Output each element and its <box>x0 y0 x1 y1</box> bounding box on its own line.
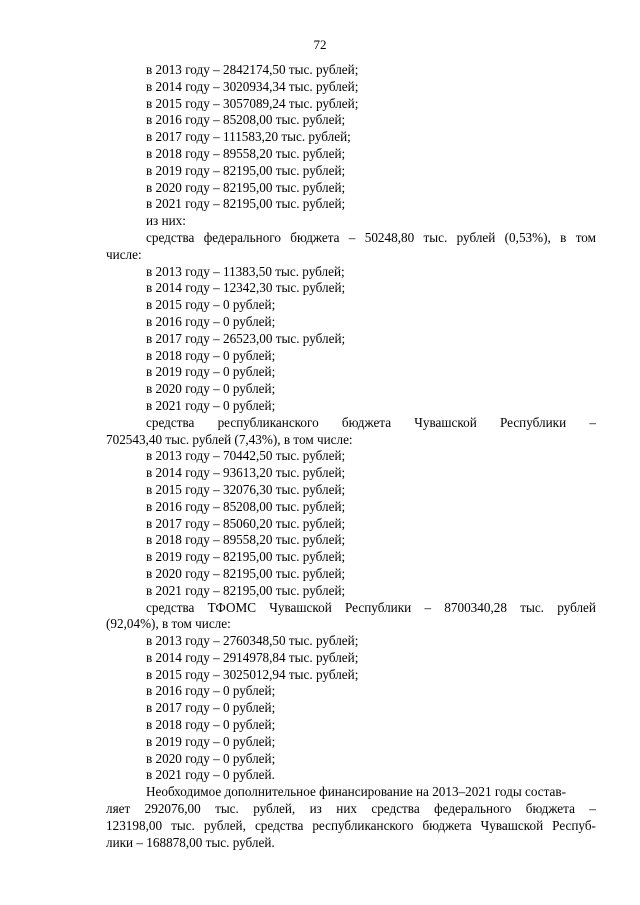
year-line: в 2013 году – 2842174,50 тыс. рублей; <box>146 62 359 77</box>
word: бюджета <box>422 817 472 833</box>
year-line: в 2014 году – 93613,20 тыс. рублей; <box>146 465 346 481</box>
word: федерального <box>203 229 281 245</box>
year-line: в 2016 году – 85208,00 тыс. рублей; <box>146 112 346 128</box>
word: ляет <box>106 801 131 817</box>
word: рублей <box>456 229 496 245</box>
word: – <box>589 801 596 817</box>
year-line: в 2020 году – 82195,00 тыс. рублей; <box>146 179 346 195</box>
federal-budget-section <box>106 230 596 415</box>
word: средства <box>371 801 420 817</box>
year-line: в 2018 году – 0 рублей; <box>146 717 276 733</box>
word: ТФОМС <box>207 599 257 615</box>
tfoms-section <box>106 600 596 785</box>
word: средства <box>146 599 195 615</box>
additional-financing-paragraph <box>106 784 596 851</box>
year-line: в 2015 году – 3057089,24 тыс. рублей; <box>146 95 359 111</box>
of-them-label: из них: <box>146 213 186 229</box>
paragraph-line-justified <box>106 818 596 835</box>
federal-heading-line <box>106 230 596 247</box>
word: (0,53%), <box>504 229 551 245</box>
year-line: в 2020 году – 0 рублей; <box>146 381 276 397</box>
year-line: в 2019 году – 82195,00 тыс. рублей; <box>146 549 346 565</box>
total-years-list <box>106 62 596 213</box>
year-line: в 2013 году – 70442,50 тыс. рублей; <box>146 448 346 464</box>
word: Республики <box>499 414 567 430</box>
word: тыс. <box>423 229 448 245</box>
word: средства <box>146 229 195 245</box>
republican-heading-line <box>106 415 596 432</box>
year-line: в 2013 году – 2760348,50 тыс. рублей; <box>146 633 359 649</box>
word: – <box>424 599 432 615</box>
year-line: в 2018 году – 89558,20 тыс. рублей; <box>146 145 346 161</box>
word: 8700340,28 <box>444 599 507 615</box>
year-line: в 2018 году – 89558,20 тыс. рублей; <box>146 532 346 548</box>
word: бюджета <box>525 801 575 817</box>
year-line: в 2015 году – 32076,30 тыс. рублей; <box>146 481 346 497</box>
republican-budget-section <box>106 415 596 600</box>
year-line: в 2020 году – 0 рублей; <box>146 750 276 766</box>
year-line: в 2018 году – 0 рублей; <box>146 347 276 363</box>
year-line: в 2016 году – 85208,00 тыс. рублей; <box>146 498 346 514</box>
year-line: в 2017 году – 0 рублей; <box>146 700 276 716</box>
year-line: в 2014 году – 2914978,84 тыс. рублей; <box>146 649 359 665</box>
word: федерального <box>434 801 512 817</box>
paragraph-line: лики – 168878,00 тыс. рублей. <box>106 834 275 850</box>
year-line: в 2014 году – 12342,30 тыс. рублей; <box>146 280 346 296</box>
year-line: в 2021 году – 0 рублей. <box>146 767 275 783</box>
word: Респуб- <box>552 817 596 833</box>
paragraph-line-justified <box>106 801 596 818</box>
word: Чувашской <box>269 599 332 615</box>
page-number: 72 <box>313 37 327 52</box>
word: рублей, <box>203 817 246 833</box>
word: тыс. <box>171 817 195 833</box>
year-line: в 2021 году – 0 рублей; <box>146 397 276 413</box>
word: рублей, <box>253 801 296 817</box>
tfoms-heading-line <box>106 600 596 617</box>
word: них <box>336 801 357 817</box>
word: – <box>589 414 596 430</box>
tfoms-heading-continuation: (92,04%), в том числе: <box>106 616 231 632</box>
word: – <box>348 229 356 245</box>
year-line: в 2017 году – 111583,20 тыс. рублей; <box>146 129 351 145</box>
paragraph-line: Необходимое дополнительное финансирование на 2013–2021 годы состав- <box>146 784 567 800</box>
word: из <box>309 801 322 817</box>
word: 123198,00 <box>106 817 163 833</box>
word: средства <box>146 414 195 430</box>
word: республиканского <box>217 414 319 430</box>
word: рублей <box>557 599 596 615</box>
year-line: в 2017 году – 26523,00 тыс. рублей; <box>146 330 346 346</box>
word: Чувашской <box>480 817 544 833</box>
word: 50248,80 <box>364 229 415 245</box>
word: тыс. <box>215 801 239 817</box>
word: республиканского <box>312 817 414 833</box>
word: Республики <box>345 599 412 615</box>
document-body <box>106 62 596 851</box>
year-line: в 2020 году – 82195,00 тыс. рублей; <box>146 565 346 581</box>
year-line: в 2015 году – 0 рублей; <box>146 297 276 313</box>
word: бюджета <box>290 229 340 245</box>
federal-heading-continuation: числе: <box>106 246 142 262</box>
word: 292076,00 <box>144 801 201 817</box>
year-line: в 2016 году – 0 рублей; <box>146 313 276 329</box>
year-line: в 2015 году – 3025012,94 тыс. рублей; <box>146 666 359 682</box>
year-line: в 2013 году – 11383,50 тыс. рублей; <box>146 263 345 279</box>
year-line: в 2019 году – 82195,00 тыс. рублей; <box>146 162 346 178</box>
word: тыс. <box>520 599 544 615</box>
year-line: в 2019 году – 0 рублей; <box>146 733 276 749</box>
word: средства <box>254 817 304 833</box>
word: Чувашской <box>414 414 477 430</box>
republican-heading-continuation: 702543,40 тыс. рублей (7,43%), в том числе: <box>106 431 353 447</box>
year-line: в 2016 году – 0 рублей; <box>146 683 276 699</box>
year-line: в 2021 году – 82195,00 тыс. рублей; <box>146 196 346 212</box>
word: в <box>560 229 567 245</box>
word: бюджета <box>341 414 392 430</box>
year-line: в 2019 году – 0 рублей; <box>146 364 276 380</box>
year-line: в 2017 году – 85060,20 тыс. рублей; <box>146 515 346 531</box>
word: том <box>575 229 596 245</box>
year-line: в 2021 году – 82195,00 тыс. рублей; <box>146 582 346 598</box>
year-line: в 2014 году – 3020934,34 тыс. рублей; <box>146 78 359 94</box>
